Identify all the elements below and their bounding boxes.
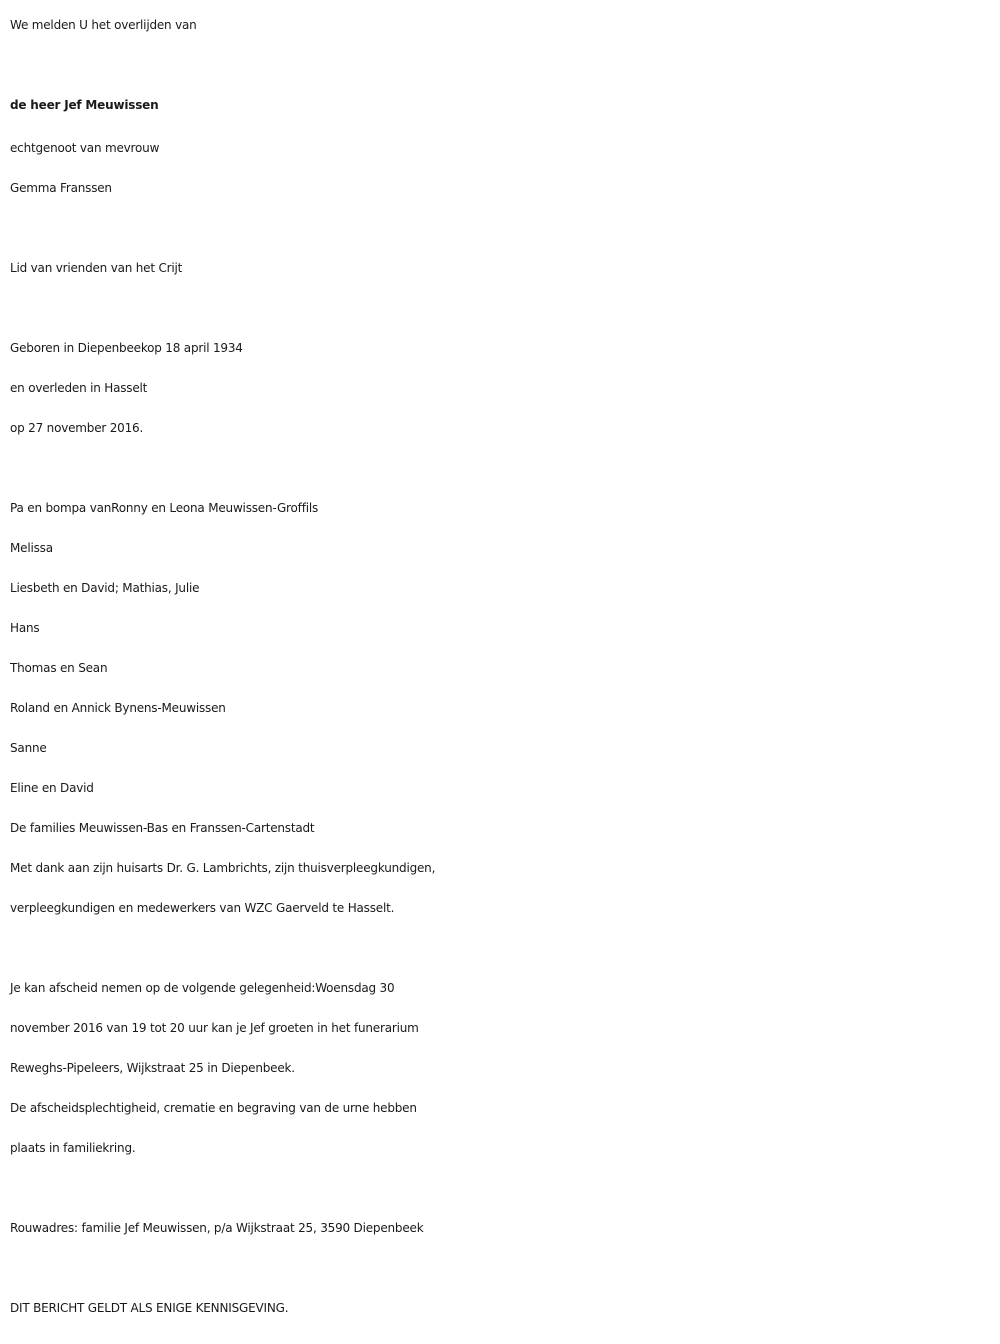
birth-death-line: Geboren in Diepenbeekop 18 april 1934 [10, 341, 243, 355]
spacer [10, 1168, 995, 1208]
family-block [10, 488, 995, 928]
thanks-line: verpleegkundigen en medewerkers van WZC Gaerveld te Hasselt. [10, 901, 395, 915]
spouse-line-1: echtgenoot van mevrouw [10, 141, 160, 155]
death-notice [10, 5, 995, 1328]
family-line: Liesbeth en David; Mathias, Julie [10, 581, 200, 595]
family-line: De families Meuwissen-Bas en Franssen-Cartenstadt [10, 821, 315, 835]
farewell-line: november 2016 van 19 tot 20 uur kan je Jef groeten in het funerarium [10, 1021, 419, 1035]
family-line: Eline en David [10, 781, 94, 795]
family-line: Sanne [10, 741, 47, 755]
thanks-line: Met dank aan zijn huisarts Dr. G. Lambrichts, zijn thuisverpleegkundigen, [10, 861, 436, 875]
farewell-block [10, 968, 995, 1168]
farewell-line: De afscheidsplechtigheid, crematie en begraving van de urne hebben [10, 1101, 417, 1115]
mourning-address: Rouwadres: familie Jef Meuwissen, p/a Wijkstraat 25, 3590 Diepenbeek [10, 1221, 424, 1235]
farewell-line: Je kan afscheid nemen op de volgende gelegenheid:Woensdag 30 [10, 981, 395, 995]
family-line: Roland en Annick Bynens-Meuwissen [10, 701, 226, 715]
farewell-line: plaats in familiekring. [10, 1141, 136, 1155]
farewell-line: Reweghs-Pipeleers, Wijkstraat 25 in Diepenbeek. [10, 1061, 295, 1075]
family-line: Melissa [10, 541, 53, 555]
birth-death-block [10, 328, 995, 448]
birth-death-line: op 27 november 2016. [10, 421, 144, 435]
spacer [10, 928, 995, 968]
family-line: Thomas en Sean [10, 661, 108, 675]
birth-death-line: en overleden in Hasselt [10, 381, 148, 395]
family-line: Pa en bompa vanRonny en Leona Meuwissen-Groffils [10, 501, 319, 515]
closing-statement: DIT BERICHT GELDT ALS ENIGE KENNISGEVING. [10, 1301, 289, 1315]
spacer [10, 288, 995, 328]
membership-text: Lid van vrienden van het Crijt [10, 261, 183, 275]
spacer [10, 208, 995, 248]
spacer [10, 448, 995, 488]
intro-text: We melden U het overlijden van [10, 18, 197, 32]
spacer [10, 1248, 995, 1288]
spouse-line-2: Gemma Franssen [10, 181, 112, 195]
family-line: Hans [10, 621, 40, 635]
deceased-name: de heer Jef Meuwissen [10, 98, 159, 112]
